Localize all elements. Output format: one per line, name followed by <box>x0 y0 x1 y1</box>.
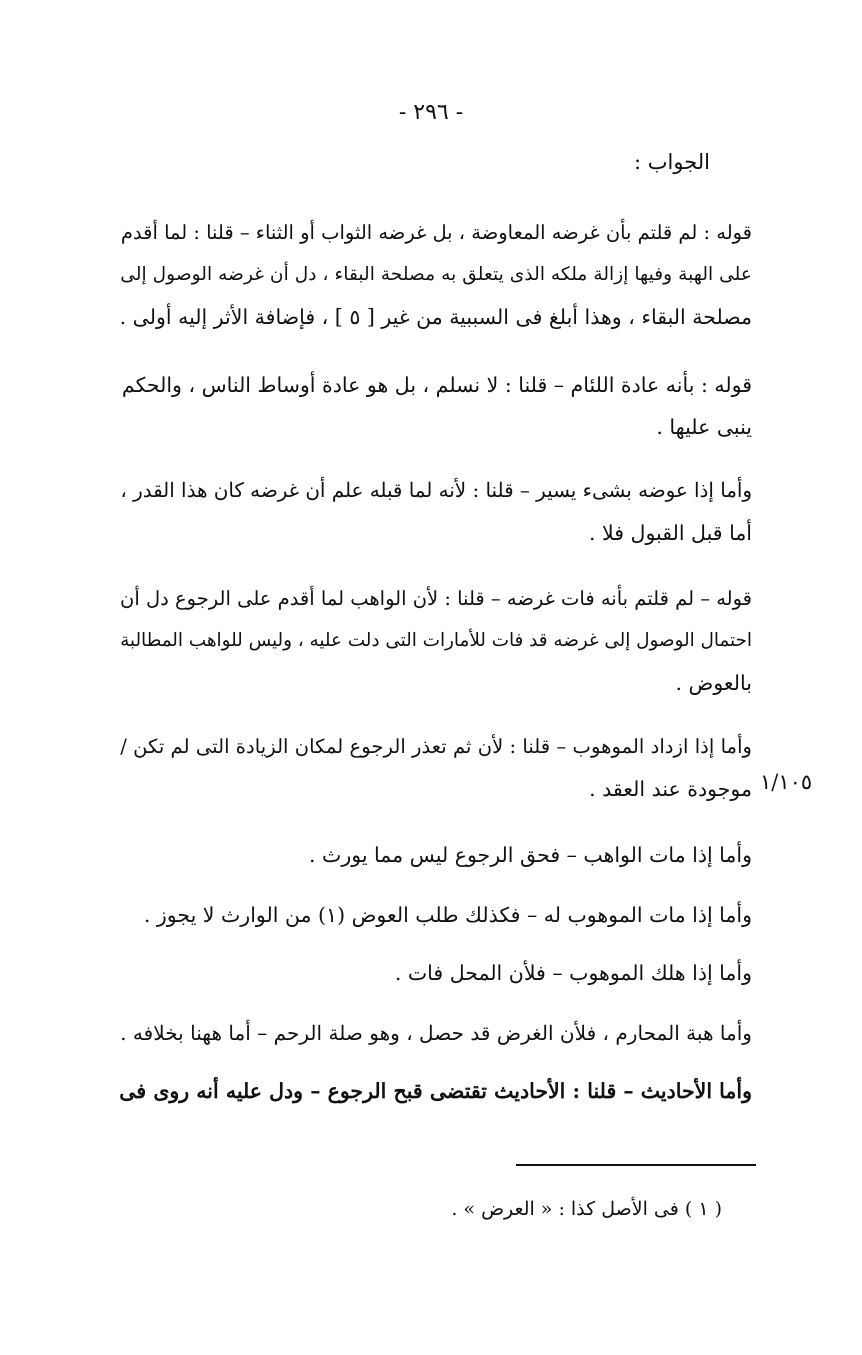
footnote: ( ١ ) فى الأصل كذا : « العرض » . <box>451 1198 722 1220</box>
text-line: وأما إذا ازداد الموهوب – قلنا : لأن ثم تعذر الرجوع لمكان الزيادة التى لم تكن / <box>120 735 752 758</box>
text-line: على الهبة وفيها إزالة ملكه الذى يتعلق به مصلحة البقاء ، دل أن غرضه الوصول إلى <box>120 264 752 285</box>
section-heading: الجواب : <box>634 150 710 174</box>
text-line: قوله – لم قلتم بأنه فات غرضه – قلنا : لأن الواهب لما أقدم على الرجوع دل أن <box>120 587 752 610</box>
text-line: أما قبل القبول فلا . <box>588 521 752 545</box>
text-line: مصلحة البقاء ، وهذا أبلغ فى السببية من غير [ ٥ ] ، فإضافة الأثر إليه أولى . <box>119 305 752 329</box>
text-line: بالعوض . <box>675 671 752 695</box>
text-line: وأما إذا مات الموهوب له – فكذلك طلب العوض (١) من الوارث لا يجوز . <box>143 903 752 927</box>
text-line: احتمال الوصول إلى غرضه قد فات للأمارات التى دلت عليه ، وليس للواهب المطالبة <box>120 630 752 651</box>
text-line: وأما إذا عوضه بشىء يسير – قلنا : لأنه لما قبله علم أن غرضه كان هذا القدر ، <box>120 479 752 502</box>
text-line: وأما هبة المحارم ، فلأن الغرض قد حصل ، وهو صلة الرحم – أما ههنا بخلافه . <box>120 1021 752 1045</box>
text-line: ينبى عليها . <box>656 415 752 439</box>
text-line: وأما الأحاديث – قلنا : الأحاديث تقتضى قبح الرجوع – ودل عليه أنه روى فى <box>119 1079 752 1103</box>
margin-reference: ١/١٠٥ <box>760 770 813 794</box>
paragraph-3 <box>107 470 752 554</box>
footnote-divider <box>516 1164 756 1166</box>
paragraph-7 <box>107 894 752 936</box>
text-line: قوله : لم قلتم بأن غرضه المعاوضة ، بل غرضه الثواب أو الثناء – قلنا : لما أقدم <box>120 221 752 244</box>
page-number: - ٢٩٦ - <box>398 100 464 125</box>
paragraph-9 <box>107 1012 752 1054</box>
paragraph-5 <box>107 726 752 810</box>
paragraph-8 <box>107 952 752 994</box>
text-line: وأما إذا مات الواهب – فحق الرجوع ليس مما يورث . <box>309 843 752 867</box>
paragraph-4 <box>107 578 752 704</box>
text-line: وأما إذا هلك الموهوب – فلأن المحل فات . <box>394 961 752 985</box>
paragraph-6 <box>107 834 752 876</box>
paragraph-2 <box>107 364 752 448</box>
paragraph-1 <box>107 212 752 338</box>
text-line: موجودة عند العقد . <box>589 777 752 801</box>
paragraph-10 <box>107 1070 752 1112</box>
text-line: قوله : بأنه عادة اللئام – قلنا : لا نسلم ، بل هو عادة أوساط الناس ، والحكم <box>121 373 752 397</box>
